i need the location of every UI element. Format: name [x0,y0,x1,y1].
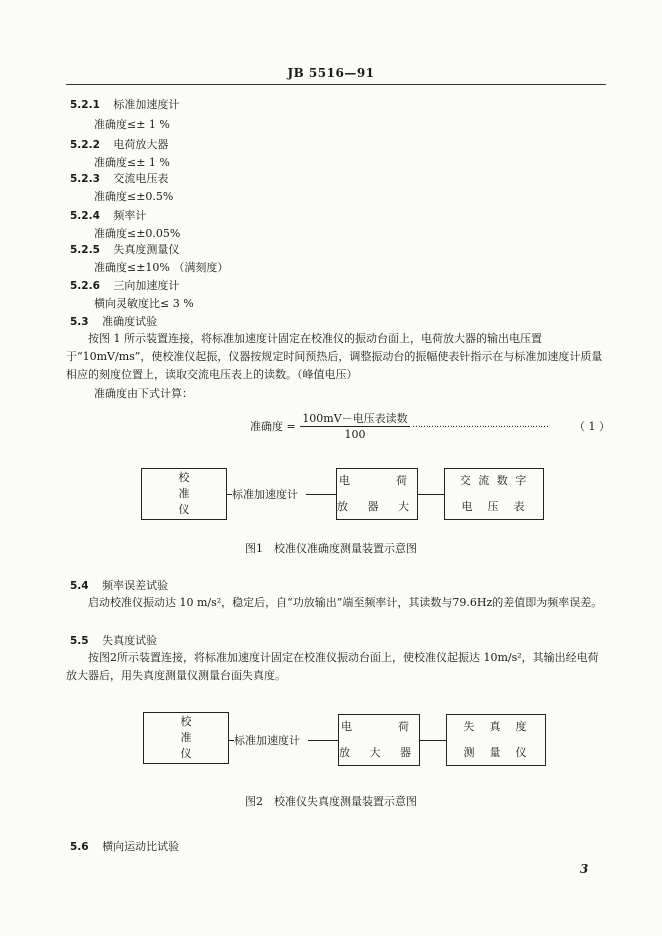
section-number: 5.3 [70,316,89,328]
item-number: 5.2.5 [70,244,100,256]
connector-line [306,494,336,495]
section-title: 准确度试验 [102,315,158,328]
item-spec: 准确度≤±10% （满刻度） [94,261,229,274]
calibrator-label [142,469,226,519]
item-number: 5.2.3 [70,173,100,185]
section-5-5-paragraph: 按图2所示装置连接，将标准加速度计固定在校准仪振动台面上，使校准仪起振达 10m/s²，其输出经电荷放大器后，用失真度测量仪测量台面失真度。 [66,651,599,682]
distortion-meter-box [446,714,546,766]
item-number: 5.2.1 [70,99,100,111]
formula-intro: 准确度由下式计算： [94,387,193,400]
section-5-3-paragraph: 按图 1 所示装置连接，将标准加速度计固定在校准仪的振动台面上，电荷放大器的输出电压置于“10mV/ms”，使校准仪起振，仪器按规定时间预热后，调整振动台的振幅使表针指示在与标准加速度计质量相应的刻度位置上，读取交流电压表上的读数。（峰值电压） [66,332,603,381]
item-5-2-2 [70,136,168,152]
section-number: 5.5 [70,635,89,647]
section-5-4-paragraph: 启动校准仪振动达 10 m/s²，稳定后，自“功放输出”端至频率计，其读数与79.6Hz的差值即为频率误差。 [88,596,603,609]
item-5-2-6 [70,277,179,293]
calibrator-label [144,713,228,763]
box-text: 失 真 度 [463,720,529,733]
document-header: JB 5516—91 [287,66,375,80]
item-number: 5.2.2 [70,139,100,151]
section-5-4-heading [70,577,168,593]
connector-line [418,494,444,495]
label-char: 准 [180,731,192,744]
charge-amplifier-box [338,714,420,766]
formula-number: （ 1 ） [574,420,610,433]
item-5-2-4 [70,207,146,223]
connector-line [420,740,446,741]
section-title: 横向运动比试验 [102,840,180,853]
item-5-2-5 [70,241,179,257]
item-spec: 准确度≤±0.05% [94,227,181,240]
item-spec: 准确度≤± 1 % [94,156,170,169]
item-title: 电荷放大器 [113,138,169,151]
accelerometer-label: 标准加速度计 [232,488,298,501]
item-spec: 横向灵敏度比≤ 3 % [94,297,194,310]
section-number: 5.4 [70,580,89,592]
charge-amplifier-box [336,468,418,520]
item-title: 标准加速度计 [113,98,180,111]
label-char: 仪 [178,503,190,516]
item-title: 频率计 [113,209,147,222]
section-5-3-heading [70,313,157,329]
fraction-bar [300,426,410,427]
label-char: 仪 [180,747,192,760]
section-title: 失真度试验 [102,634,158,647]
box-text: 放 大 器 [339,746,419,759]
header-rule [66,84,606,85]
ac-voltmeter-box [444,468,544,520]
box-text: 电 荷 [339,474,415,487]
item-5-2-1 [70,96,179,112]
formula-denominator: 100 [344,428,366,441]
box-text: 放 器 大 [337,500,417,513]
page-number: 3 [580,862,589,876]
calibrator-box [143,712,229,764]
formula-lhs: 准确度 = [250,420,296,433]
formula-leader: …………………………………………… [412,420,548,430]
item-number: 5.2.6 [70,280,100,292]
label-char: 校 [178,471,190,484]
connector-line [227,494,232,495]
figure-1-caption: 图1 校准仪准确度测量装置示意图 [245,542,417,555]
label-char: 校 [180,715,192,728]
label-char: 准 [178,487,190,500]
item-title: 失真度测量仪 [113,243,180,256]
box-text: 测 量 仪 [463,746,529,759]
formula-numerator: 100mV－电压表读数 [302,412,408,425]
item-spec: 准确度≤±0.5% [94,190,174,203]
connector-line [308,740,338,741]
section-number: 5.6 [70,841,89,853]
section-title: 频率误差试验 [102,579,169,592]
section-5-6-heading [70,838,179,854]
item-spec: 准确度≤± 1 % [94,118,170,131]
item-title: 三向加速度计 [113,279,180,292]
item-number: 5.2.4 [70,210,100,222]
box-text: 电 压 表 [461,500,527,513]
box-text: 交 流 数 字 [459,474,529,487]
accelerometer-label: 标准加速度计 [234,734,300,747]
calibrator-box [141,468,227,520]
box-text: 电 荷 [341,720,417,733]
item-title: 交流电压表 [113,172,169,185]
section-5-5-heading [70,632,157,648]
connector-line [229,740,234,741]
figure-2-caption: 图2 校准仪失真度测量装置示意图 [245,795,417,808]
item-5-2-3 [70,170,168,186]
